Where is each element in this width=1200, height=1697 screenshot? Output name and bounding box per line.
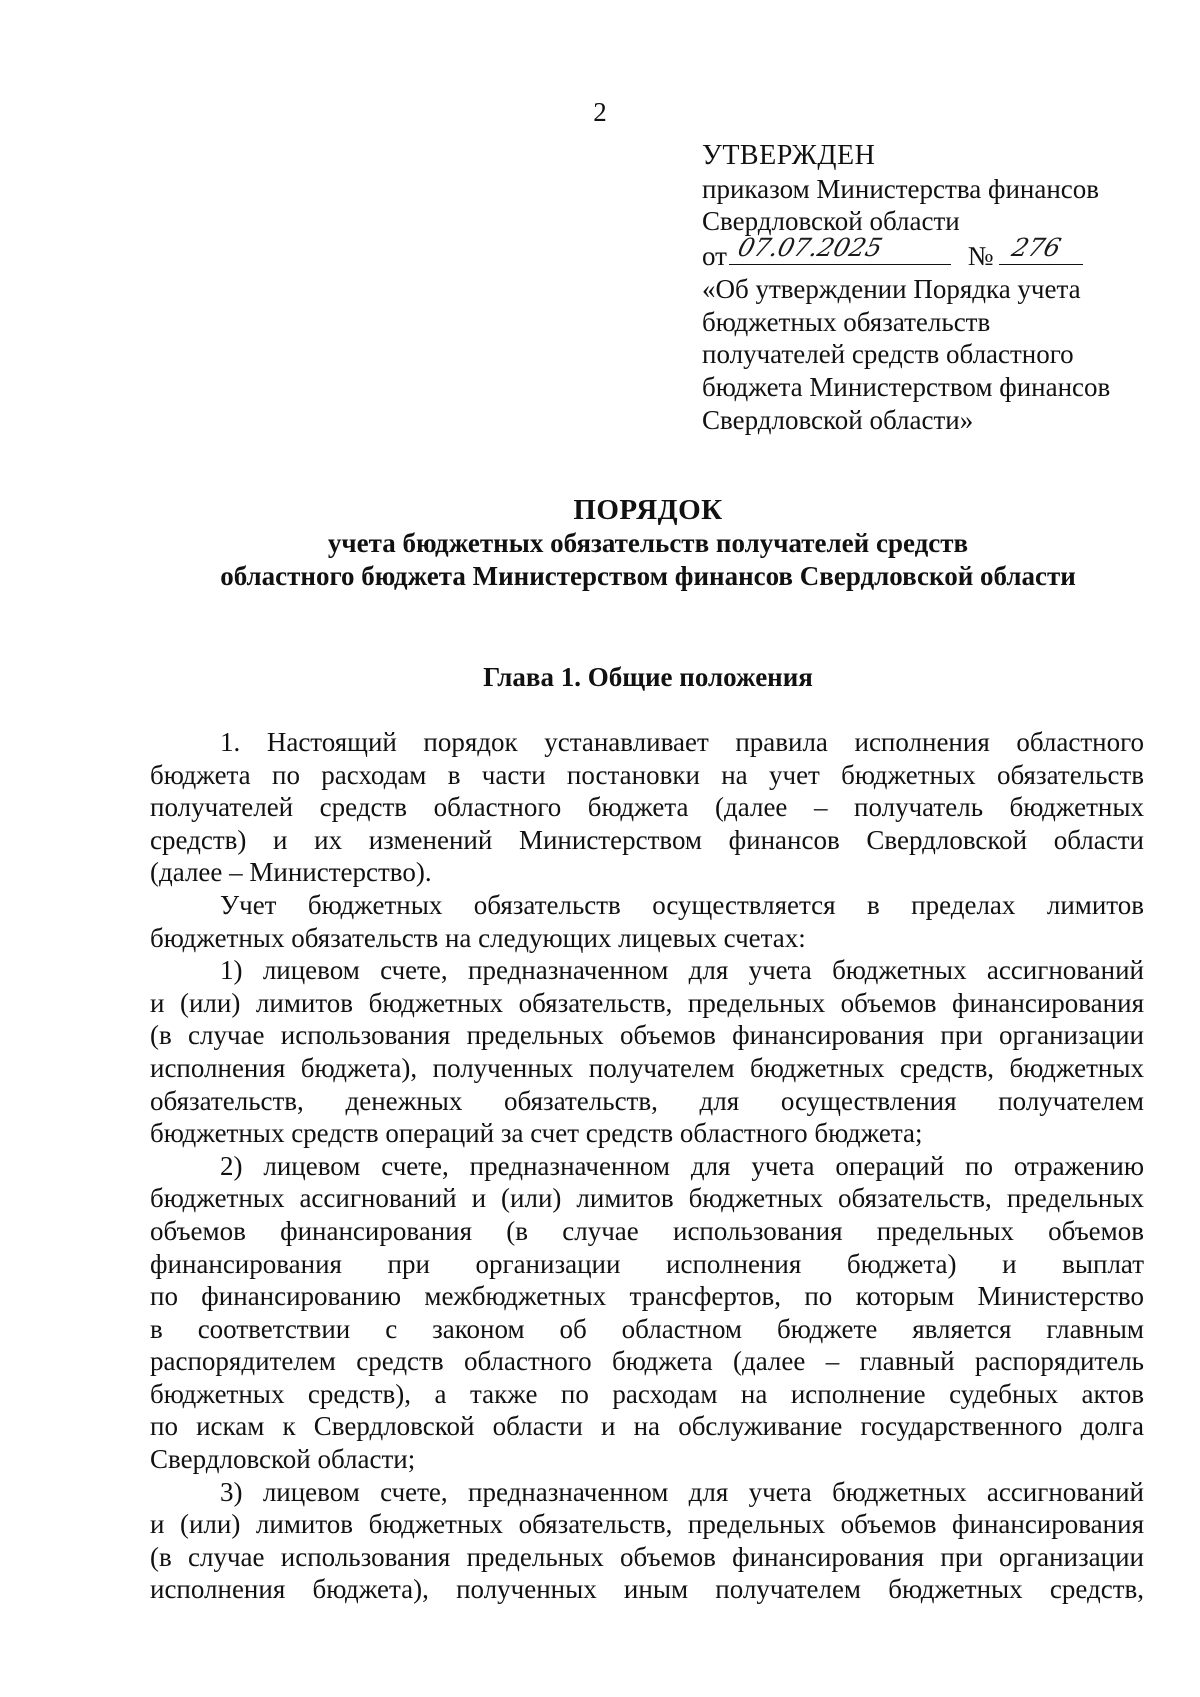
text-line: бюджетных ассигнований и (или) лимитов бюджетных обязательств, предельных: [150, 1183, 1144, 1214]
approval-stamp-block: [702, 140, 1172, 436]
text-line: по искам к Свердловской области и на обслуживание государственного долга: [150, 1411, 1144, 1442]
text-line: обязательств, денежных обязательств, для осуществления получателем: [150, 1085, 1144, 1116]
handwritten-date: [729, 230, 951, 264]
date-prefix: от: [702, 241, 727, 272]
text-line: 3) лицевом счете, предназначенном для учета бюджетных ассигнований: [220, 1476, 1144, 1507]
handwritten-date-field: [729, 232, 951, 265]
handwritten-date-text: 07.07.2025: [734, 232, 886, 263]
text-line: и (или) лимитов бюджетных обязательств, предельных объемов финансирования: [150, 987, 1144, 1018]
text-line: исполнения бюджета), полученных получателем бюджетных средств, бюджетных: [150, 1052, 1144, 1083]
text-line: Учет бюджетных обязательств осуществляется в пределах лимитов: [220, 889, 1144, 920]
approval-line: Свердловской области»: [702, 404, 974, 435]
approval-line: бюджета Министерством финансов: [702, 371, 1111, 402]
text-line: 2) лицевом счете, предназначенном для учета операций по отражению: [220, 1150, 1144, 1181]
text-line: (в случае использования предельных объемов финансирования при организации: [150, 1020, 1144, 1051]
approval-line: бюджетных обязательств: [702, 306, 991, 337]
document-title: [0, 494, 1200, 593]
text-line: Свердловской области;: [150, 1444, 416, 1475]
page-number: 2: [593, 97, 607, 127]
title-subtitle-line: областного бюджета Министерством финансов Свердловской области: [220, 561, 1076, 591]
text-line: и (или) лимитов бюджетных обязательств, предельных объемов финансирования: [150, 1509, 1144, 1540]
handwritten-number-field: [999, 232, 1083, 265]
text-line: бюджета по расходам в части постановки на учет бюджетных обязательств: [150, 759, 1144, 790]
text-line: 1) лицевом счете, предназначенном для учета бюджетных ассигнований: [220, 955, 1144, 986]
text-line: финансирования при организации исполнения бюджета) и выплат: [150, 1248, 1144, 1279]
text-line: бюджетных средств), а также по расходам на исполнение судебных актов: [150, 1378, 1144, 1409]
handwritten-number-text: 276: [1009, 232, 1065, 263]
text-line: распорядителем средств областного бюджета (далее – главный распорядитель: [150, 1346, 1144, 1377]
text-line: исполнения бюджета), полученных иным получателем бюджетных средств,: [150, 1574, 1144, 1605]
body-text: [150, 726, 1144, 1606]
text-line: 1. Настоящий порядок устанавливает правила исполнения областного: [220, 727, 1144, 757]
text-line: по финансированию межбюджетных трансфертов, по которым Министерство: [150, 1281, 1144, 1312]
title-main: ПОРЯДОК: [573, 494, 723, 526]
approval-line: «Об утверждении Порядка учета: [702, 273, 1081, 304]
title-subtitle-line: учета бюджетных обязательств получателей средств: [327, 528, 969, 558]
text-line: средств) и их изменений Министерством финансов Свердловской области: [150, 824, 1144, 855]
chapter-heading: Глава 1. Общие положения: [483, 662, 813, 692]
text-line: объемов финансирования (в случае использования предельных объемов: [150, 1215, 1144, 1246]
number-prefix: №: [967, 241, 994, 272]
text-line: в соответствии с законом об областном бюджете является главным: [150, 1313, 1144, 1344]
approval-heading: УТВЕРЖДЕН: [702, 140, 876, 171]
approval-date-line: [702, 232, 1172, 273]
approval-line: получателей средств областного: [702, 339, 1074, 370]
text-line: (в случае использования предельных объемов финансирования при организации: [150, 1541, 1144, 1572]
handwritten-number: [999, 230, 1083, 264]
text-line: получателей средств областного бюджета (далее – получатель бюджетных: [150, 792, 1144, 823]
text-line: (далее – Министерство).: [150, 857, 432, 888]
approval-line: Свердловской области: [702, 206, 960, 237]
approval-line: приказом Министерства финансов: [702, 173, 1100, 204]
text-line: бюджетных средств операций за счет средств областного бюджета;: [150, 1118, 923, 1149]
text-line: бюджетных обязательств на следующих лицевых счетах:: [150, 922, 806, 953]
